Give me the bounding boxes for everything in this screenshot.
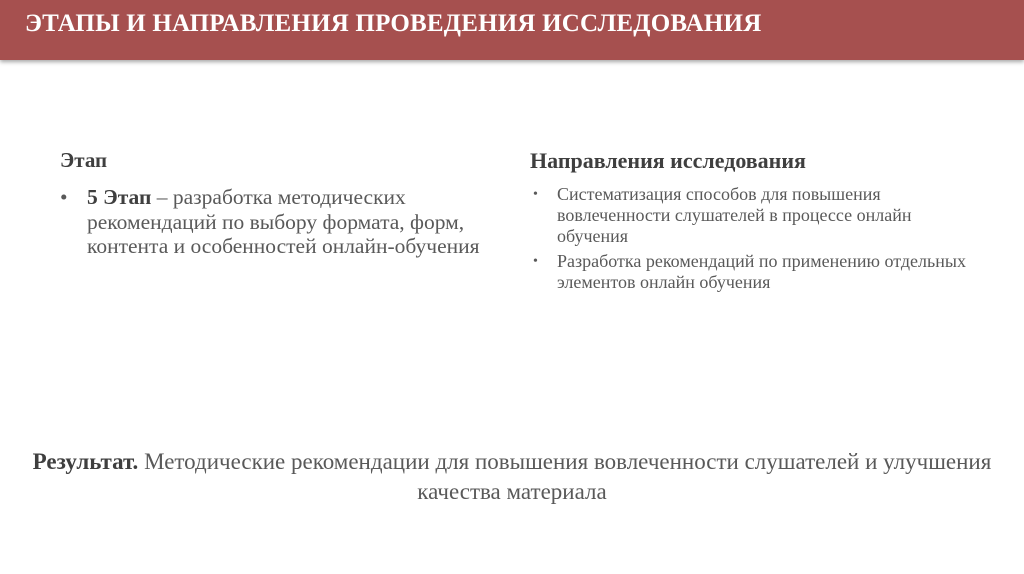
bullet-icon: • xyxy=(60,185,68,209)
result-label: Результат. xyxy=(32,449,139,474)
directions-list xyxy=(530,184,980,293)
bullet-icon: • xyxy=(533,187,538,202)
list-item xyxy=(530,251,980,293)
directions-column xyxy=(530,148,980,297)
list-item xyxy=(60,185,500,259)
direction-text: Разработка рекомендаций по применению отдельных элементов онлайн обучения xyxy=(557,251,966,292)
list-item xyxy=(530,184,980,247)
slide-title: ЭТАПЫ И НАПРАВЛЕНИЯ ПРОВЕДЕНИЯ ИССЛЕДОВАНИЯ xyxy=(25,10,762,37)
result-statement xyxy=(30,447,994,507)
stage-number: 5 Этап xyxy=(87,185,152,209)
title-bar xyxy=(0,0,1024,60)
direction-text: Систематизация способов для повышения вовлеченности слушателей в процессе онлайн обучения xyxy=(557,184,912,246)
result-text: Методические рекомендации для повышения вовлеченности слушателей и улучшения качества материала xyxy=(138,449,992,504)
stage-list xyxy=(60,185,500,259)
stage-heading: Этап xyxy=(60,148,108,172)
bullet-icon: • xyxy=(533,254,538,269)
directions-heading: Направления исследования xyxy=(530,148,806,173)
stage-description: – разработка методических рекомендаций по выбору формата, форм, контента и особенностей онлайн-обучения xyxy=(87,185,480,258)
stage-column xyxy=(60,148,500,259)
